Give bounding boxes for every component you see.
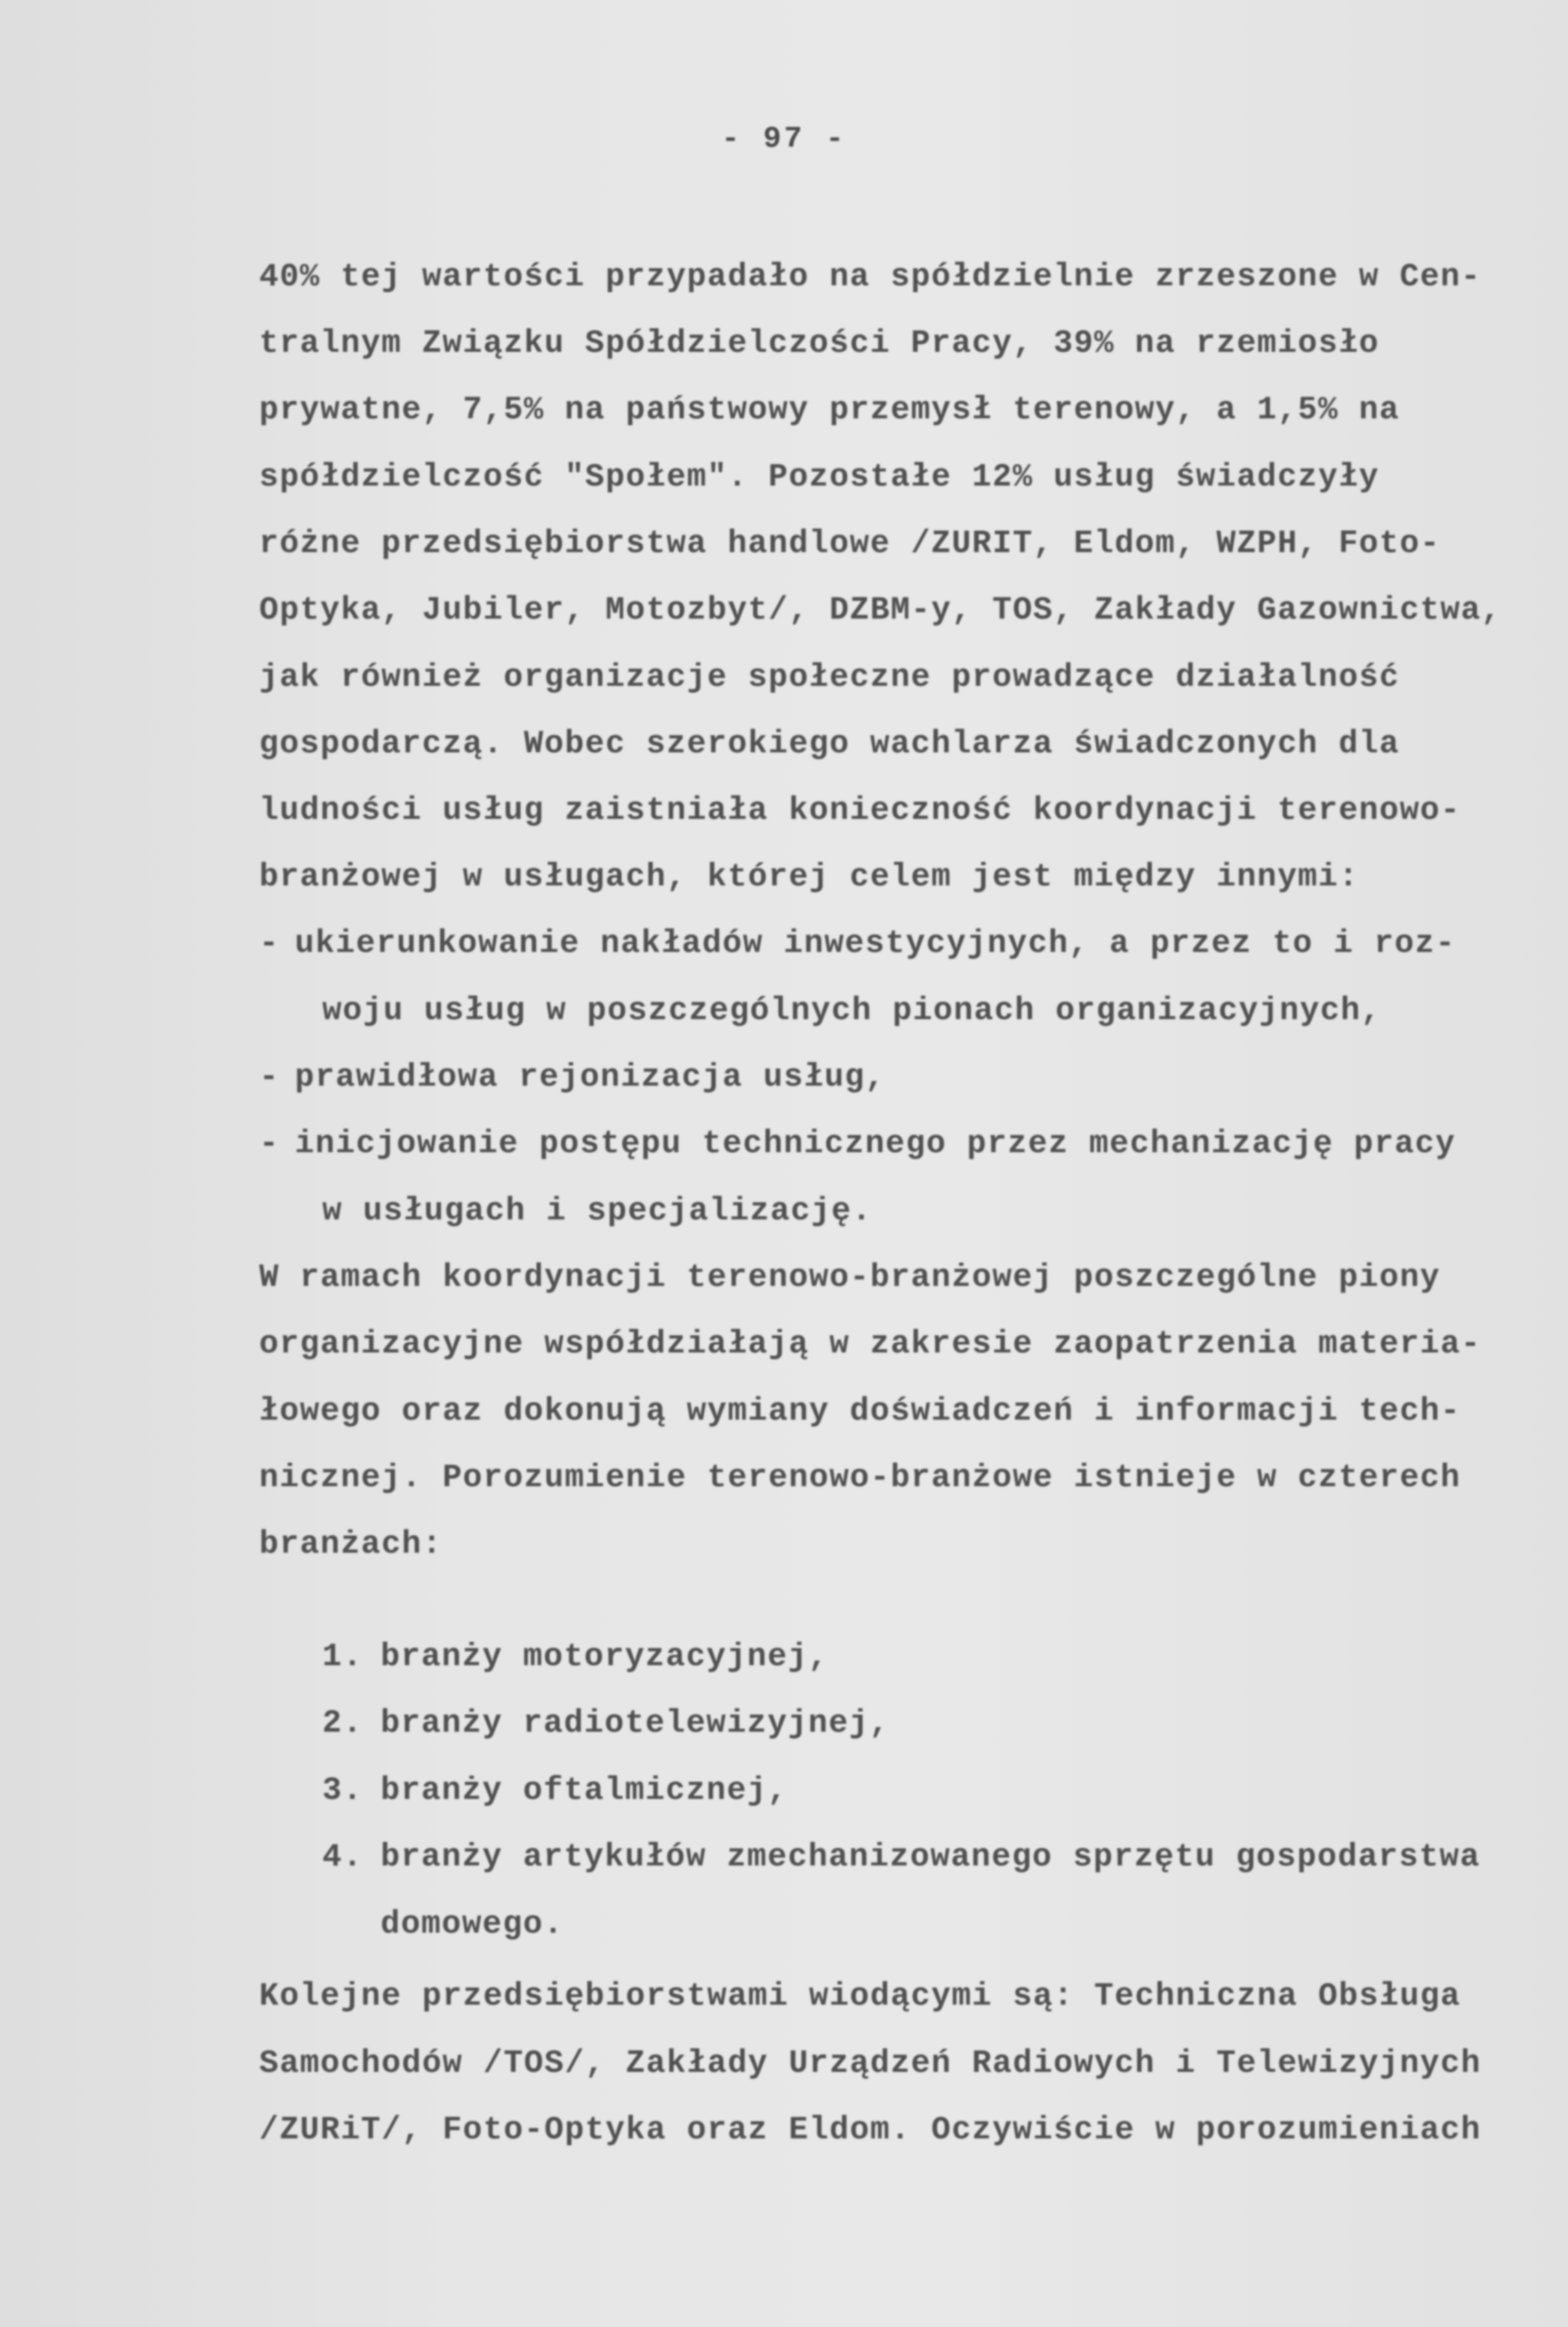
list-number: 4.: [322, 1839, 363, 1876]
paragraph1-line: ludności usług zaistniała konieczność koordynacji terenowo-: [259, 793, 1461, 829]
paragraph3-line: /ZURiT/, Foto-Optyka oraz Eldom. Oczywiście w porozumieniach: [259, 2112, 1482, 2149]
list-item-line: branży artykułów zmechanizowanego sprzętu gospodarstwa: [381, 1839, 1481, 1876]
bullet-marker: -: [259, 1126, 280, 1162]
bullet-item-line: ukierunkowanie nakładów inwestycyjnych, a przez to i roz-: [295, 926, 1456, 962]
paragraph3-line: Samochodów /TOS/, Zakłady Urządzeń Radiowych i Telewizyjnych: [259, 2046, 1482, 2082]
paragraph1-line: branżowej w usługach, której celem jest między innymi:: [259, 859, 1360, 896]
list-number: 3.: [322, 1773, 363, 1809]
page-number: - 97 -: [721, 122, 847, 156]
paragraph1-line: tralnym Związku Spółdzielczości Pracy, 39% na rzemiosło: [259, 326, 1379, 362]
bullet-marker: -: [259, 1060, 280, 1096]
list-number: 1.: [322, 1639, 363, 1675]
bullet-marker: -: [259, 926, 280, 962]
paragraph2-line: organizacyjne współdziałają w zakresie zaopatrzenia materia-: [259, 1326, 1482, 1363]
paragraph2-line: łowego oraz dokonują wymiany doświadczeń i informacji tech-: [259, 1394, 1461, 1430]
paragraph1-line: różne przedsiębiorstwa handlowe /ZURIT, Eldom, WZPH, Foto-: [259, 526, 1440, 562]
paragraph1-line: prywatne, 7,5% na państwowy przemysł terenowy, a 1,5% na: [259, 392, 1400, 429]
list-item-line: domowego.: [381, 1907, 564, 1943]
paragraph1-line: spółdzielczość "Społem". Pozostałe 12% usług świadczyły: [259, 460, 1379, 496]
bullet-item-line: w usługach i specjalizację.: [322, 1193, 873, 1230]
paragraph2-line: branżach:: [259, 1527, 443, 1563]
paragraph2-line: nicznej. Porozumienie terenowo-branżowe istnieje w czterech: [259, 1460, 1461, 1496]
paragraph1-line: Optyka, Jubiler, Motozbyt/, DZBM-y, TOS, Zakłady Gazownictwa,: [259, 593, 1501, 629]
bullet-item-line: woju usług w poszczególnych pionach organizacyjnych,: [322, 993, 1382, 1029]
list-number: 2.: [322, 1706, 363, 1742]
paragraph1-line: jak również organizacje społeczne prowadzące działalność: [259, 660, 1400, 696]
paragraph1-line: 40% tej wartości przypadało na spółdzielnie zrzeszone w Cen-: [259, 259, 1482, 296]
paragraph1-line: gospodarczą. Wobec szerokiego wachlarza świadczonych dla: [259, 726, 1400, 763]
list-item-line: branży oftalmicznej,: [381, 1773, 788, 1809]
list-item-line: branży motoryzacyjnej,: [381, 1639, 829, 1675]
list-item-line: branży radiotelewizyjnej,: [381, 1706, 890, 1742]
paragraph2-line: W ramach koordynacji terenowo-branżowej poszczególne piony: [259, 1260, 1440, 1296]
paragraph3-line: Kolejne przedsiębiorstwami wiodącymi są: Techniczna Obsługa: [259, 1979, 1461, 2015]
bullet-item-line: prawidłowa rejonizacja usług,: [295, 1060, 886, 1096]
bullet-item-line: inicjowanie postępu technicznego przez mechanizację pracy: [295, 1126, 1456, 1162]
